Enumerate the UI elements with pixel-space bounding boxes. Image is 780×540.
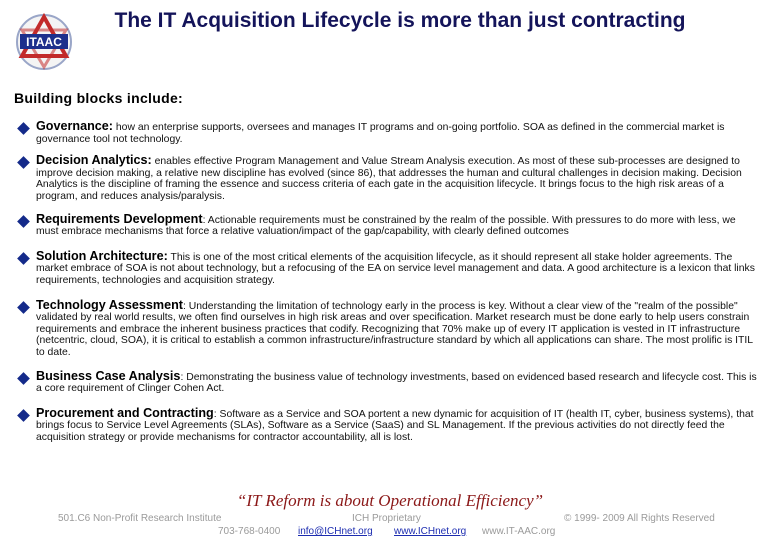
intro-text: Building blocks include: [14, 90, 183, 106]
bullet-requirements-development [18, 211, 758, 238]
diamond-bullet-icon [17, 252, 30, 265]
bullet-label: Solution Architecture: [36, 248, 168, 263]
bullet-solution-architecture [18, 248, 758, 287]
page-title: The IT Acquisition Lifecycle is more than just contracting [114, 9, 686, 32]
bullet-label: Requirements Development [36, 211, 203, 226]
footer-copyright: © 1999- 2009 All Rights Reserved [564, 513, 715, 524]
diamond-bullet-icon [17, 409, 30, 422]
bullet-text: : Software as a Service and SOA portent a new dynamic for acquisition of IT (health IT, cyber, business systems), that brings focus to Service Level Agreements (SLAs), Software as a Service (SaaS) and SL Management. If the previous activities do not directly feed the acquisition strategy or provide mechanisms for contractor accountability, all is lost. [36, 408, 754, 443]
footer-proprietary: ICH Proprietary [352, 513, 421, 524]
footer-email-link[interactable]: info@ICHnet.org [298, 526, 373, 537]
bullet-text: : Actionable requirements must be constrained by the realm of the possible. With pressures to do more with less, we must embrace mechanisms that force a relative valuation/impact of the gap/capability, with clearly defined outcomes [36, 214, 736, 238]
bullet-business-case-analysis [18, 368, 758, 395]
bullet-label: Business Case Analysis [36, 368, 181, 383]
bullet-label: Decision Analytics: [36, 153, 152, 168]
diamond-bullet-icon [17, 215, 30, 228]
bullet-text: This is one of the most critical elements of the acquisition lifecycle, as it should represent all stake holder agreements. The market embrace of SOA is not about technology, but a refocusing of the EA on service level management and data. A good architecture is a lexicon that links requirements, technologies and acquisition strategy. [36, 251, 755, 286]
bullet-procurement-contracting [18, 405, 758, 444]
footer-org: 501.C6 Non-Profit Research Institute [58, 513, 222, 524]
bullet-text: : Demonstrating the business value of technology investments, based on evidenced based research and lifecycle cost. This is a core requirement of Clinger Cohen Act. [36, 371, 757, 395]
bullet-label: Governance: [36, 119, 113, 133]
tagline-quote: “IT Reform is about Operational Efficiency” [236, 491, 544, 510]
bullet-text: : Understanding the limitation of technology early in the process is key. Without a clear view of the "realm of the possible" validated by real world results, we often find ourselves in high risk areas and over specification. Market research must be done early to help users constrain requirements and embrace the inherent business practices that codify. Recognizing that 70% make up of every IT application is vested in IT infrastructure (netcentric, cloud, SOA), it is critical to establish a common infrastructure/infrastructure standard by which all applications can share. The most prolific is ITIL to date. [36, 300, 753, 358]
footer-phone: 703-768-0400 [218, 526, 281, 537]
diamond-bullet-icon [17, 301, 30, 314]
logo-text: ITAAC [26, 35, 62, 49]
bullet-decision-analytics [18, 155, 758, 202]
bullet-text: how an enterprise supports, oversees and manages IT programs and on-going portfolio. SOA as defined in the commercial market is governance tool not technology. [36, 122, 725, 145]
diamond-bullet-icon [17, 156, 30, 169]
bullet-label: Technology Assessment [36, 297, 183, 312]
diamond-bullet-icon [17, 122, 30, 135]
footer-website-2: www.IT-AAC.org [482, 526, 556, 537]
itaac-logo [14, 12, 74, 72]
building-blocks-list [18, 121, 758, 443]
bullet-governance [18, 121, 758, 145]
footer-website-link[interactable]: www.ICHnet.org [394, 526, 467, 537]
diamond-bullet-icon [17, 372, 30, 385]
bullet-label: Procurement and Contracting [36, 405, 214, 420]
bullet-text: enables effective Program Management and Value Stream Analysis execution. As most of these sub-processes are designed to improve decision making, a relative new discipline has evolved (since 86), that addresses the human and cultural challenges in decision making. Decision Analytics is the discipline of framing the essence and success criteria of each gate in the acquisition lifecycle. It brings focus to the high risk areas of a program, and reduces analysis/paralysis. [36, 156, 742, 202]
bullet-technology-assessment [18, 297, 758, 359]
